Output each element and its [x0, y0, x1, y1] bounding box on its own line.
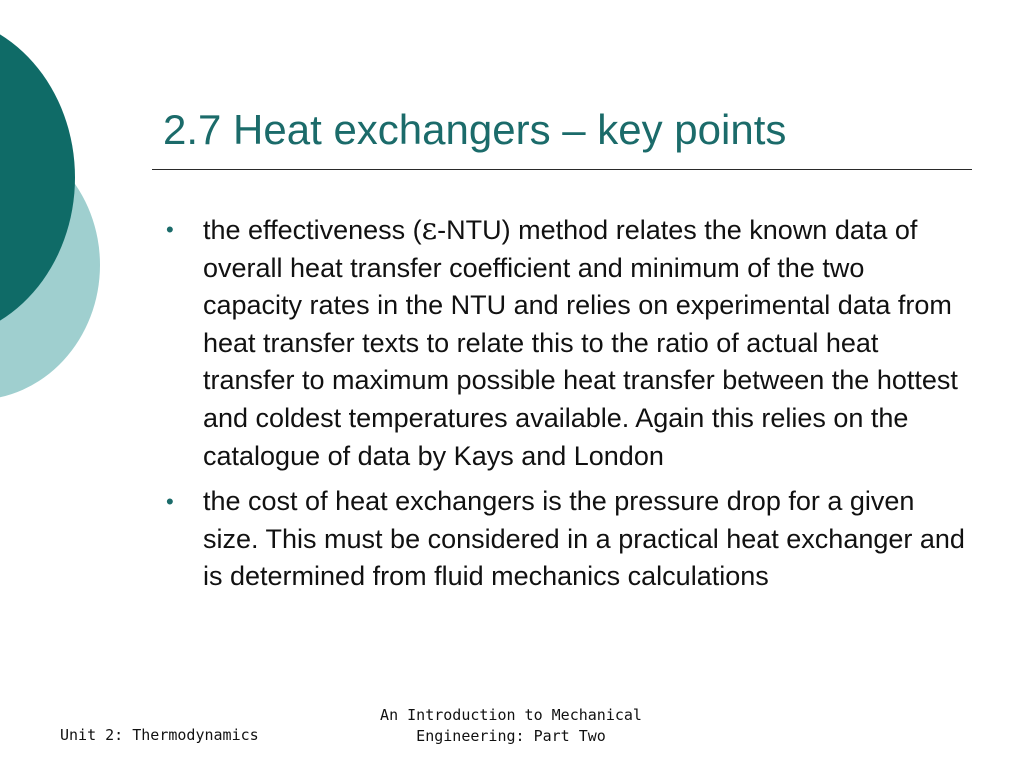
- title-divider: [152, 169, 972, 170]
- epsilon-symbol: ε: [421, 212, 438, 247]
- footer-unit-label: Unit 2: Thermodynamics: [60, 726, 259, 744]
- bullet-dot-icon: •: [166, 489, 174, 515]
- bullet-list: [160, 211, 970, 604]
- bullet-text-start: the effectiveness (: [203, 215, 422, 245]
- bullet-text-rest: -NTU) method relates the known data of overall heat transfer coefficient and minimum of the two capacity rates in the NTU and relies on experimental data from heat transfer texts to relate this to the ratio of actual heat transfer to maximum possible heat transfer between the hottest and coldest temperatures available. Again this relies on the catalogue of data by Kays and London: [203, 215, 958, 471]
- footer-course-line1: An Introduction to Mechanical: [380, 706, 642, 724]
- slide-title: 2.7 Heat exchangers – key points: [163, 106, 787, 153]
- bullet-item-cost: [160, 483, 970, 596]
- bullet-item-effectiveness: [160, 211, 970, 475]
- bullet-text: the cost of heat exchangers is the pressure drop for a given size. This must be considered in a practical heat exchanger and is determined from fluid mechanics calculations: [203, 486, 965, 592]
- footer-course-line2: Engineering: Part Two: [416, 727, 606, 745]
- footer-course-title: [351, 705, 671, 747]
- bullet-dot-icon: •: [166, 217, 174, 242]
